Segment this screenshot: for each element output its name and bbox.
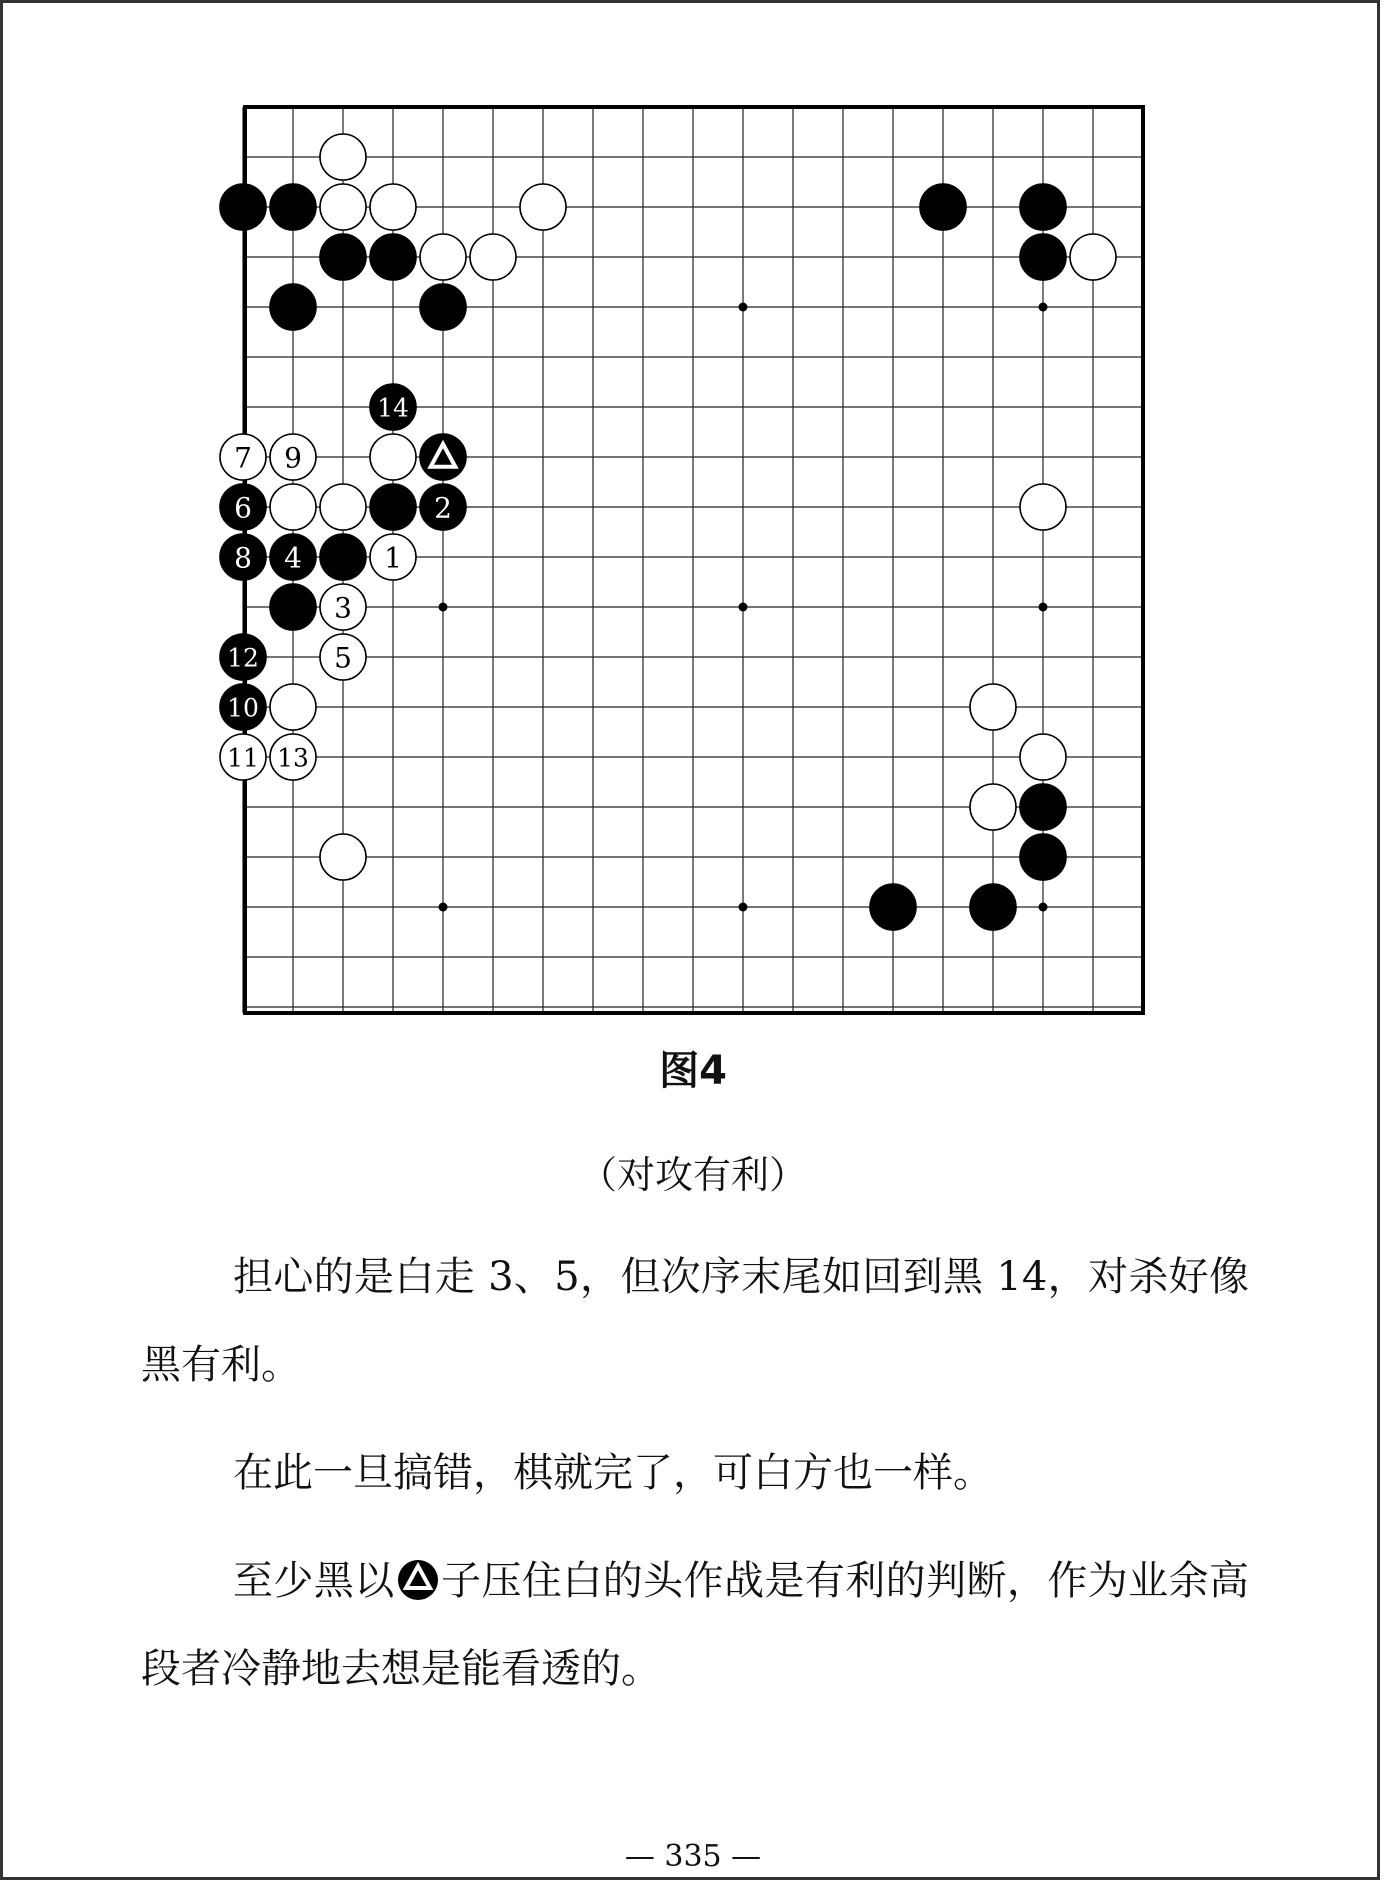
commentary-text (141, 1233, 1249, 1733)
white-stone (420, 234, 466, 280)
figure-caption: 图4 (659, 1048, 727, 1094)
move-number: 6 (234, 491, 252, 525)
white-stone (970, 684, 1016, 730)
move-number: 4 (284, 541, 302, 575)
paragraph-3-end: 子压住白的头作战是有利的判断，作为业余高段者冷静地去想是能看透的。 (141, 1558, 1250, 1692)
black-stone (1020, 834, 1066, 880)
move-number: 1 (384, 541, 402, 575)
star-point (439, 903, 448, 912)
black-stone (220, 184, 266, 230)
white-stone (370, 184, 416, 230)
star-point (439, 603, 448, 612)
go-diagram (227, 105, 1145, 1015)
black-stone (870, 884, 916, 930)
page-number: — 335 — (624, 1839, 762, 1874)
star-point (1039, 603, 1048, 612)
move-number: 12 (227, 643, 259, 673)
star-point (1039, 903, 1048, 912)
black-stone (1020, 784, 1066, 830)
white-stone (1020, 734, 1066, 780)
white-stone (270, 484, 316, 530)
paragraph-3 (141, 1537, 1249, 1713)
white-stone (320, 834, 366, 880)
move-number: 14 (377, 393, 409, 423)
black-stone (920, 184, 966, 230)
white-stone (320, 184, 366, 230)
star-point (1039, 303, 1048, 312)
move-number: 2 (434, 491, 452, 525)
black-stone (270, 584, 316, 630)
paragraph-2: 在此一旦搞错，棋就完了，可白方也一样。 (233, 1450, 993, 1496)
black-stone (970, 884, 1016, 930)
figure-subtitle: （对攻有利） (578, 1153, 807, 1197)
black-stone (1020, 184, 1066, 230)
move-number: 8 (234, 541, 252, 575)
move-number: 11 (227, 743, 259, 773)
star-point (739, 603, 748, 612)
black-stone (370, 484, 416, 530)
white-stone (470, 234, 516, 280)
black-stone (370, 234, 416, 280)
go-board (227, 105, 1145, 1015)
white-stone (270, 684, 316, 730)
paragraph-3-start: 至少黑以 (233, 1558, 395, 1604)
white-stone (520, 184, 566, 230)
black-stone (270, 184, 316, 230)
white-stone (320, 484, 366, 530)
move-number: 13 (277, 743, 309, 773)
white-stone (320, 134, 366, 180)
paragraph-1: 担心的是白走 3、5，但次序末尾如回到黑 14，对杀好像黑有利。 (141, 1254, 1249, 1388)
black-stone (420, 284, 466, 330)
white-stone (1070, 234, 1116, 280)
star-point (739, 903, 748, 912)
black-stone (1020, 234, 1066, 280)
star-point (739, 303, 748, 312)
move-number: 9 (284, 441, 302, 475)
triangle-stone-icon (397, 1559, 439, 1601)
white-stone (370, 434, 416, 480)
black-stone (320, 234, 366, 280)
move-number: 10 (227, 693, 259, 723)
black-stone (270, 284, 316, 330)
black-stone (320, 534, 366, 580)
move-number: 5 (334, 641, 352, 675)
move-number: 3 (334, 591, 352, 625)
white-stone (970, 784, 1016, 830)
white-stone (1020, 484, 1066, 530)
move-number: 7 (234, 441, 252, 475)
